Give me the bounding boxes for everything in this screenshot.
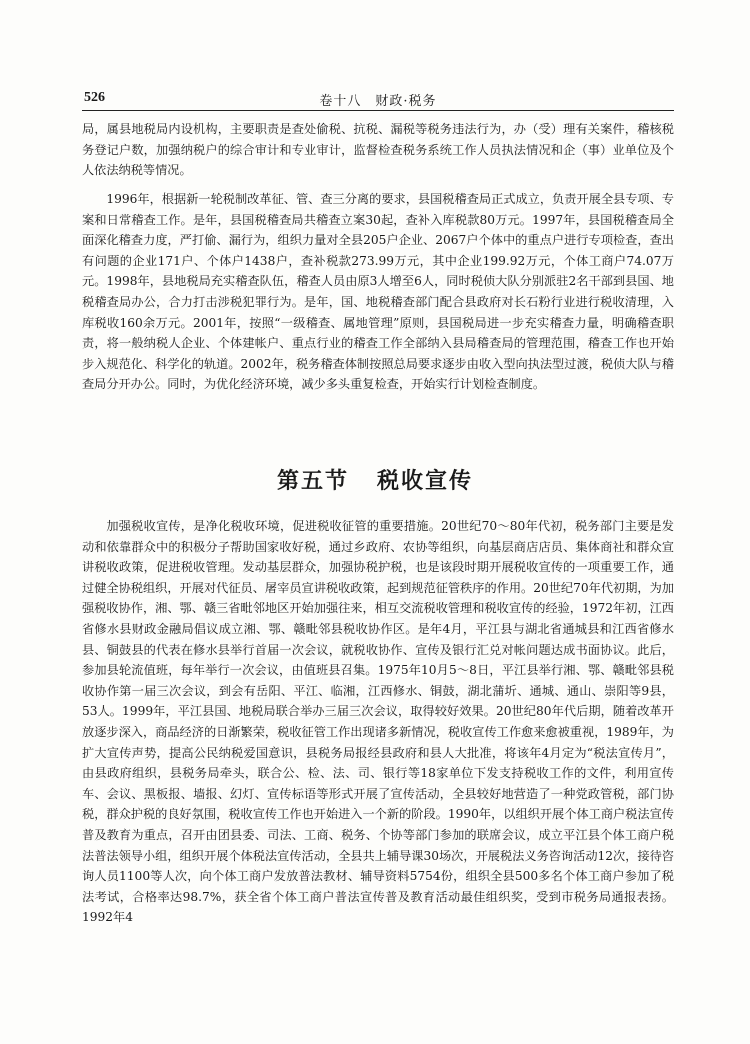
section-number: 第五节	[276, 469, 349, 494]
paragraph: 加强税收宣传，是净化税收环境，促进税收征管的重要措施。20世纪70～80年代初，税务部门主要是发动和依靠群众中的积极分子帮助国家收好税，通过乡政府、农协等组织，向基层商店店员、集体商社和群众宣讲税收政策，促进税收管理。发动基层群众，加强协税护税，也是该段时期开展税收宣传的一项重要工作，通过健全协税组织，开展对代征员、屠宰员宣讲税收政策，起到规范征管秩序的作用。20世纪70年代初期，为加强税收协作，湘、鄂、赣三省毗邻地区开始加强往来，相互交流税收管理和税收宣传的经验，1972年初，江西省修水县财政金融局倡议成立湘、鄂、赣毗邻县税收协作区。是年4月，平江县与湖北省通城县和江西省修水县、铜鼓县的代表在修水县举行首届一次会议，就税收协作、宣传及银行汇兑对帐问题达成书面协议。此后，参加县轮流值班，每年举行一次会议，由值班县召集。1975年10月5～8日，平江县举行湘、鄂、赣毗邻县税收协作第一届三次会议，到会有岳阳、平江、临湘，江西修水、铜鼓，湖北蒲圻、通城、通山、崇阳等9县，53人。1999年，平江县国、地税局联合举办三届三次会议，取得较好效果。20世纪80年代后期，随着改革开放逐步深入，商品经济的日渐繁荣，税收征管工作出现诸多新情况，税收宣传工作愈来愈被重视，1989年，为扩大宣传声势，提高公民纳税爱国意识，县税务局报经县政府和县人大批准，将该年4月定为“税法宣传月”，由县政府组织，县税务局牵头，联合公、检、法、司、银行等18家单位下发支持税收工作的文件，利用宣传车、会议、黑板报、墙报、幻灯、宣传标语等形式开展了宣传活动，全县较好地营造了一种党政管税，部门协税，群众护税的良好氛围，税收宣传工作也开始进入一个新的阶段。1990年，以组织开展个体工商户税法宣传普及教育为重点，召开由团县委、司法、工商、税务、个协等部门参加的联席会议，成立平江县个体工商户税法普法领导小组，组织开展个体税法宣传活动，全县共上辅导课30场次，开展税法义务咨询活动12次，接待咨询人员1100等人次，向个体工商户发放普法教材、辅导资料5754份，组织全县500多名个体工商户参加了税法考试，合格率达98.7%，获全省个体工商户普法宣传普及教育活动最佳组织奖，受到市税务局通报表扬。1992年4	[82, 519, 674, 925]
section-body	[82, 516, 674, 928]
section-title: 税收宣传	[377, 469, 474, 494]
paragraph: 1996年，根据新一轮税制改革征、管、查三分离的要求，县国税稽查局正式成立，负责开展全县专项、专案和日常稽查工作。是年，县国税稽查局共稽查立案30起，查补入库税款80万元。1997年，县国税稽查局全面深化稽查力度，严打偷、漏行为，组织力量对全县205户企业、2067户个体中的重点户进行专项检查，查出有问题的企业171户、个体户1438户，查补税款273.99万元，其中企业199.92万元，个体工商户74.07万元。1998年，县地税局充实稽查队伍，稽查人员由原3人增至6人，同时税侦大队分别派驻2名干部到县国、地税稽查局办公，合力打击涉税犯罪行为。是年，国、地税稽查部门配合县政府对长石粉行业进行税收清理，入库税收160余万元。2001年，按照“一级稽查、属地管理”原则，县国税局进一步充实稽查力量，明确稽查职责，将一般纳税人企业、个体建帐户、重点行业的稽查工作全部纳入县局稽查局的管理范围，稽查工作也开始步入规范化、科学化的轨道。2002年，税务稽查体制按照总局要求逐步由收入型向执法型过渡，税侦大队与稽查局分开办公。同时，为优化经济环境，减少多头重复检查，开始实行计划检查制度。	[82, 192, 674, 392]
running-header	[82, 86, 674, 111]
paragraph-block	[82, 189, 674, 395]
volume-title: 卷十八 财政·税务	[319, 94, 437, 109]
paragraph: 局，属县地税局内设机构，主要职责是查处偷税、抗税、漏税等税务违法行为，办（受）理有关案件，稽核税务登记户数，加强纳税户的综合审计和专业审计，监督检查税务系统工作人员执法情况和企（事）业单位及个人依法纳税等情况。	[82, 122, 674, 178]
section-heading	[0, 464, 750, 495]
paragraph-continued	[82, 119, 674, 181]
page-number: 526	[84, 90, 105, 105]
